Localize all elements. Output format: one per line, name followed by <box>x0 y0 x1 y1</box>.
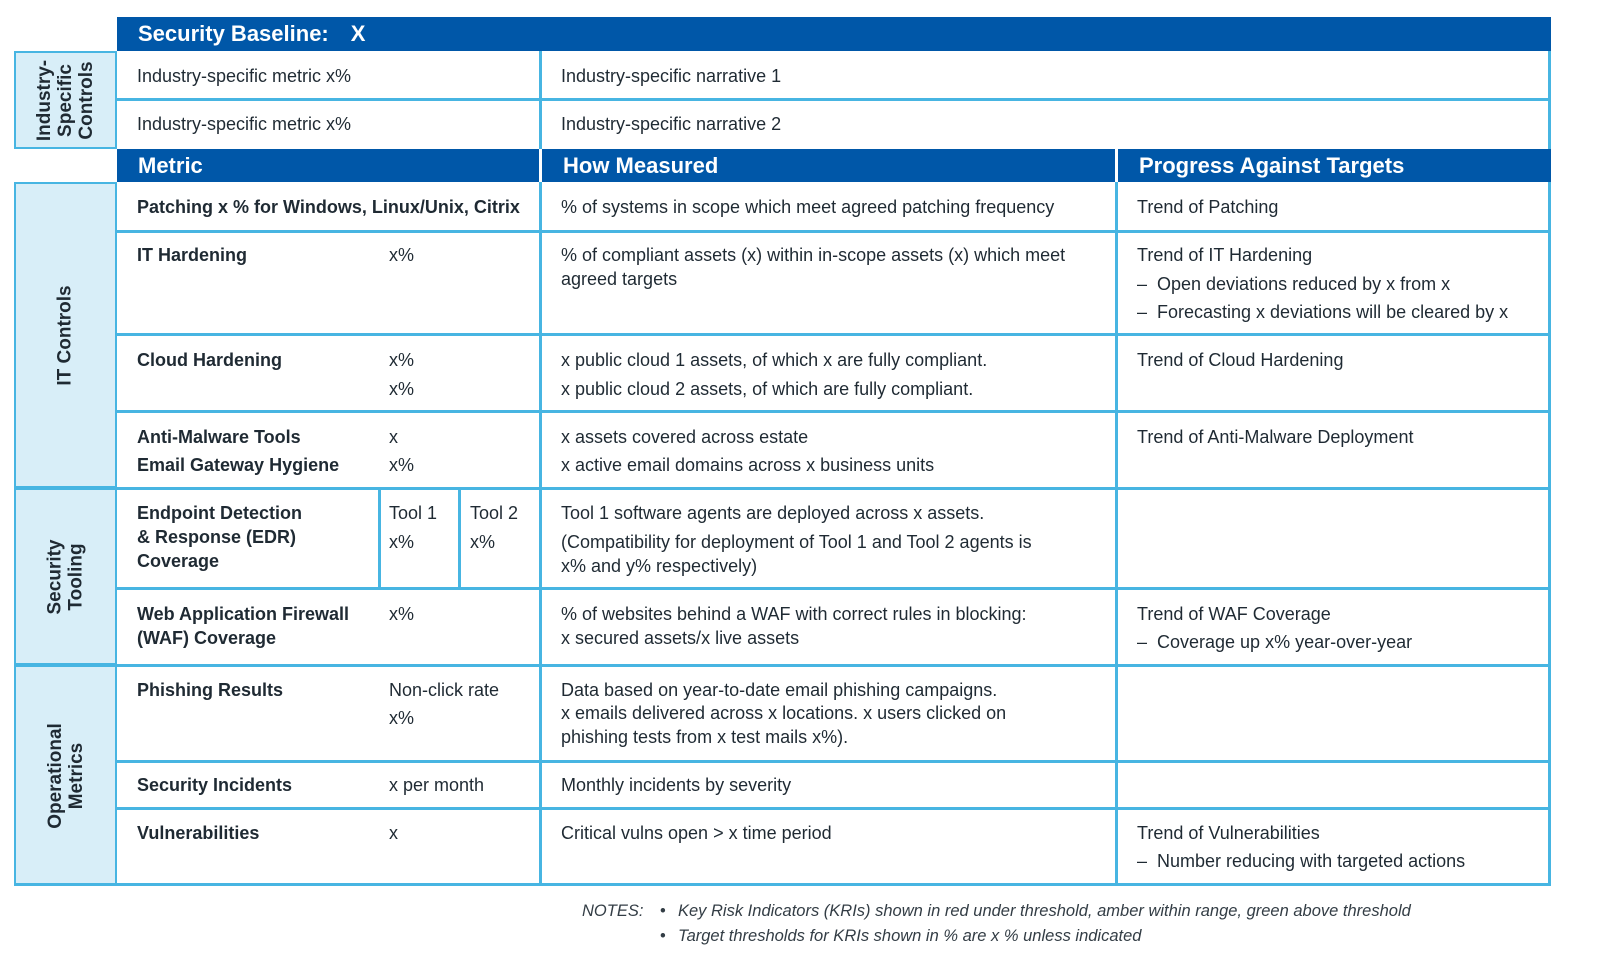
anti-malware-progress: Trend of Anti-Malware Deployment <box>1137 427 1414 447</box>
vulns-value: x <box>389 823 398 843</box>
it-hardening-progress: Trend of IT Hardening <box>1137 245 1313 265</box>
phishing-how-line: x emails delivered across x locations. x users clicked on <box>561 703 1007 723</box>
side-label-line: Security <box>44 539 66 614</box>
industry-controls-side-label <box>14 51 117 149</box>
notes-bullet: • <box>660 902 666 920</box>
vulns-progress: Trend of Vulnerabilities <box>1137 823 1320 843</box>
baseline-label: Security Baseline: <box>138 21 329 46</box>
edr-tool2-value: x% <box>470 532 496 552</box>
edr-metric-line: Coverage <box>137 551 220 571</box>
industry-narrative-2: Industry-specific narrative 2 <box>561 114 782 134</box>
edr-how-line: (Compatibility for deployment of Tool 1 and Tool 2 agents is <box>561 532 1032 552</box>
industry-row-divider <box>117 98 1551 101</box>
column-header-progress-label: Progress Against Targets <box>1139 152 1405 178</box>
it-hardening-metric: IT Hardening <box>137 245 248 265</box>
it-controls-side-label <box>14 182 117 488</box>
notes-label: NOTES: <box>582 902 644 920</box>
side-label-line: Industry- <box>34 59 55 141</box>
cloud-hardening-value: x% <box>389 379 415 399</box>
incidents-metric: Security Incidents <box>137 775 293 795</box>
it-hardening-bullet: Open deviations reduced by x from x <box>1157 274 1451 294</box>
row-divider <box>117 807 1551 810</box>
table-bottom-border <box>14 883 1551 886</box>
security-baseline-header <box>117 17 1551 51</box>
patching-metric: Patching x % for Windows, Linux/Unix, Citrix <box>137 197 520 217</box>
waf-how-line: x secured assets/x live assets <box>561 628 800 648</box>
row-divider <box>117 587 1551 590</box>
side-label-line: Operational <box>44 722 66 829</box>
col-divider-1 <box>539 182 542 886</box>
patching-how: % of systems in scope which meet agreed patching frequency <box>561 197 1055 217</box>
anti-malware-value: x <box>389 427 398 447</box>
row-divider <box>117 487 1551 490</box>
email-gateway-how: x active email domains across x business units <box>561 455 935 475</box>
it-hardening-value: x% <box>389 245 415 265</box>
edr-how-line: Tool 1 software agents are deployed across x assets. <box>561 503 985 523</box>
phishing-value-label: Non-click rate <box>389 680 500 700</box>
dash-bullet: – <box>1137 274 1148 294</box>
email-gateway-metric: Email Gateway Hygiene <box>137 455 340 475</box>
dash-bullet: – <box>1137 851 1148 871</box>
edr-how-line: x% and y% respectively) <box>561 556 758 576</box>
cloud-hardening-value: x% <box>389 350 415 370</box>
row-divider <box>117 410 1551 413</box>
edr-tool1-name: Tool 1 <box>389 503 438 523</box>
edr-metric-line: Endpoint Detection <box>137 503 302 523</box>
dash-bullet: – <box>1137 302 1148 322</box>
phishing-how-line: phishing tests from x test mails x%). <box>561 727 849 747</box>
row-divider <box>117 230 1551 233</box>
patching-progress: Trend of Patching <box>1137 197 1279 217</box>
incidents-how: Monthly incidents by severity <box>561 775 792 795</box>
column-header-metric <box>117 149 539 182</box>
it-hardening-how-line: agreed targets <box>561 269 678 289</box>
email-gateway-value: x% <box>389 455 415 475</box>
vulns-how: Critical vulns open > x time period <box>561 823 832 843</box>
operational-metrics-side-label <box>14 665 117 886</box>
cloud-hardening-how-line: x public cloud 2 assets, of which are fully compliant. <box>561 379 974 399</box>
note-item: Target thresholds for KRIs shown in % are x % unless indicated <box>678 927 1142 945</box>
row-divider <box>117 333 1551 336</box>
column-header-progress <box>1118 149 1551 182</box>
baseline-value: X <box>350 21 366 46</box>
vulns-metric: Vulnerabilities <box>137 823 260 843</box>
column-header-how-label: How Measured <box>563 152 719 178</box>
waf-metric-line: Web Application Firewall <box>137 604 350 624</box>
side-label-line: IT Controls <box>55 284 76 386</box>
column-header-metric-label: Metric <box>138 152 203 178</box>
edr-tool-divider-2 <box>458 488 461 588</box>
waf-how-line: % of websites behind a WAF with correct rules in blocking: <box>561 604 1027 624</box>
column-header-how-measured <box>542 149 1115 182</box>
anti-malware-how: x assets covered across estate <box>561 427 809 447</box>
industry-narrative-1: Industry-specific narrative 1 <box>561 66 782 86</box>
waf-value: x% <box>389 604 415 624</box>
note-item: Key Risk Indicators (KRIs) shown in red under threshold, amber within range, green above threshold <box>678 902 1411 920</box>
row-divider <box>117 664 1551 667</box>
edr-tool2-name: Tool 2 <box>470 503 519 523</box>
vulns-bullet: Number reducing with targeted actions <box>1157 851 1466 871</box>
side-label-line: Tooling <box>65 542 87 611</box>
security-tooling-side-label <box>14 488 117 665</box>
industry-metric-1: Industry-specific metric x% <box>137 66 352 86</box>
side-label-line: Specific <box>55 63 76 137</box>
waf-bullet: Coverage up x% year-over-year <box>1157 632 1413 652</box>
incidents-value: x per month <box>389 775 485 795</box>
col-divider-2 <box>1115 182 1118 886</box>
edr-metric-line: & Response (EDR) <box>137 527 297 547</box>
cloud-hardening-progress: Trend of Cloud Hardening <box>1137 350 1344 370</box>
side-label-line: Controls <box>76 60 97 140</box>
edr-tool-divider-1 <box>378 488 381 588</box>
anti-malware-metric: Anti-Malware Tools <box>137 427 301 447</box>
notes-bullet: • <box>660 927 666 945</box>
cloud-hardening-metric: Cloud Hardening <box>137 350 282 370</box>
cloud-hardening-how-line: x public cloud 1 assets, of which x are fully compliant. <box>561 350 988 370</box>
phishing-value: x% <box>389 708 415 728</box>
waf-metric-line: (WAF) Coverage <box>137 628 277 648</box>
dash-bullet: – <box>1137 632 1148 652</box>
it-hardening-bullet: Forecasting x deviations will be cleared by x <box>1157 302 1509 322</box>
table-right-border <box>1548 182 1551 886</box>
edr-tool1-value: x% <box>389 532 415 552</box>
it-hardening-how-line: % of compliant assets (x) within in-scope assets (x) which meet <box>561 245 1066 265</box>
industry-metric-2: Industry-specific metric x% <box>137 114 352 134</box>
side-label-line: Metrics <box>65 742 87 809</box>
row-divider <box>117 760 1551 763</box>
phishing-metric: Phishing Results <box>137 680 284 700</box>
waf-progress: Trend of WAF Coverage <box>1137 604 1331 624</box>
phishing-how-line: Data based on year-to-date email phishing campaigns. <box>561 680 998 700</box>
